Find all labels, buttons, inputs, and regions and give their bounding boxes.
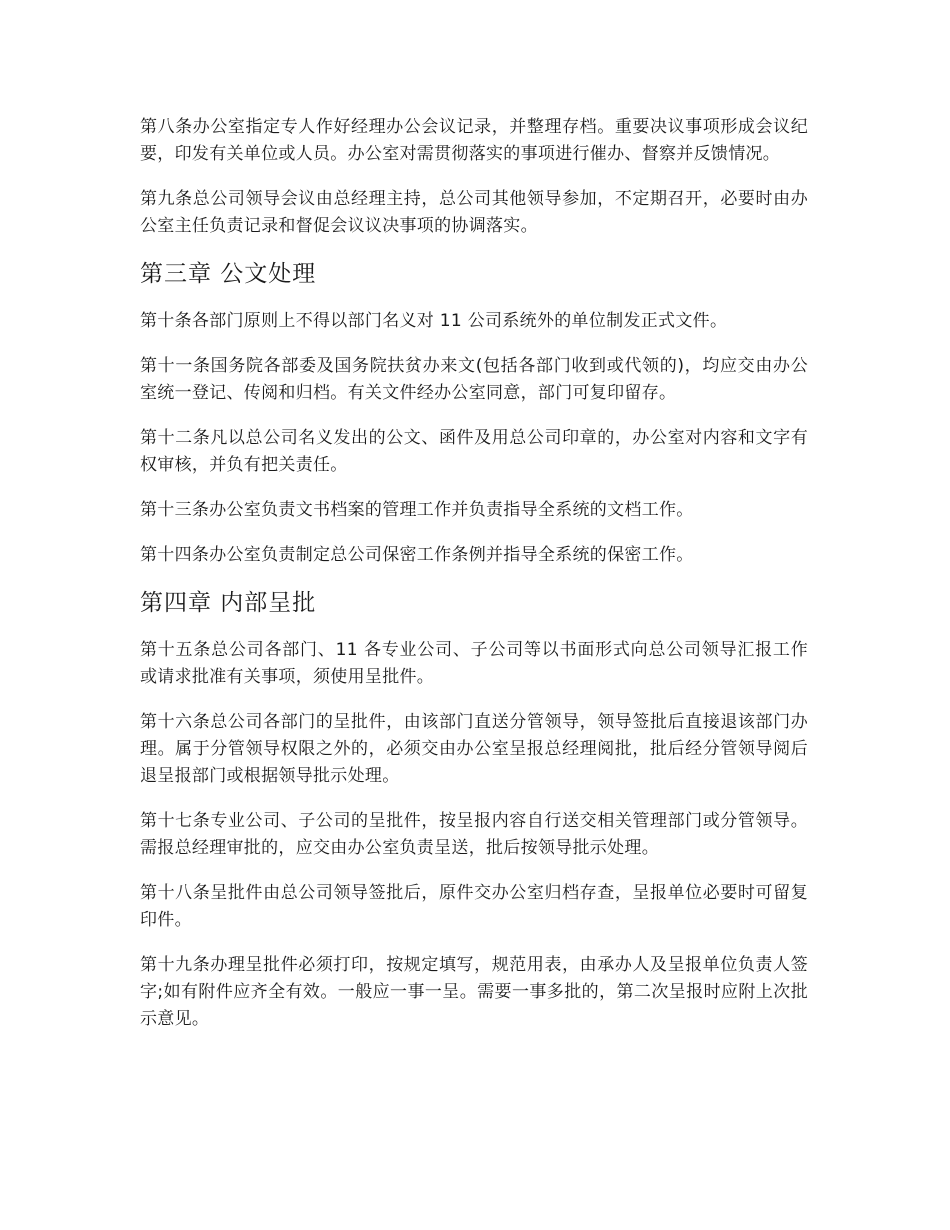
article-9: 第九条总公司领导会议由总经理主持，总公司其他领导参加，不定期召开，必要时由办公室主任负责记录和督促会议议决事项的协调落实。 — [140, 189, 808, 236]
chapter-4-heading: 第四章 内部呈批 — [140, 590, 317, 616]
article-14: 第十四条办公室负责制定总公司保密工作条例并指导全系统的保密工作。 — [140, 545, 694, 565]
article-13: 第十三条办公室负责文书档案的管理工作并负责指导全系统的文档工作。 — [140, 500, 694, 520]
chapter-3-heading: 第三章 公文处理 — [140, 261, 317, 287]
article-18: 第十八条呈批件由总公司领导签批后，原件交办公室归档存查，呈报单位必要时可留复印件。 — [140, 883, 808, 930]
article-17: 第十七条专业公司、子公司的呈批件，按呈报内容自行送交相关管理部门或分管领导。需报总经理审批的，应交由办公室负责呈送，批后按领导批示处理。 — [140, 811, 808, 858]
article-10: 第十条各部门原则上不得以部门名义对 11 公司系统外的单位制发正式文件。 — [140, 311, 728, 331]
article-11: 第十一条国务院各部委及国务院扶贫办来文(包括各部门收到或代领的)，均应交由办公室统一登记、传阅和归档。有关文件经办公室同意，部门可复印留存。 — [140, 356, 808, 403]
document-page — [140, 114, 808, 1051]
article-15: 第十五条总公司各部门、11 各专业公司、子公司等以书面形式向总公司领导汇报工作或请求批准有关事项，须使用呈批件。 — [140, 640, 808, 687]
article-8: 第八条办公室指定专人作好经理办公会议记录，并整理存档。重要决议事项形成会议纪要，印发有关单位或人员。办公室对需贯彻落实的事项进行催办、督察并反馈情况。 — [140, 117, 808, 164]
article-19: 第十九条办理呈批件必须打印，按规定填写，规范用表，由承办人及呈报单位负责人签字;如有附件应齐全有效。一般应一事一呈。需要一事多批的，第二次呈报时应附上次批示意见。 — [140, 955, 808, 1029]
article-16: 第十六条总公司各部门的呈批件，由该部门直送分管领导，领导签批后直接退该部门办理。属于分管领导权限之外的，必须交由办公室呈报总经理阅批，批后经分管领导阅后退呈报部门或根据领导批示处理。 — [140, 712, 808, 786]
article-12: 第十二条凡以总公司名义发出的公文、函件及用总公司印章的，办公室对内容和文字有权审核，并负有把关责任。 — [140, 428, 808, 475]
